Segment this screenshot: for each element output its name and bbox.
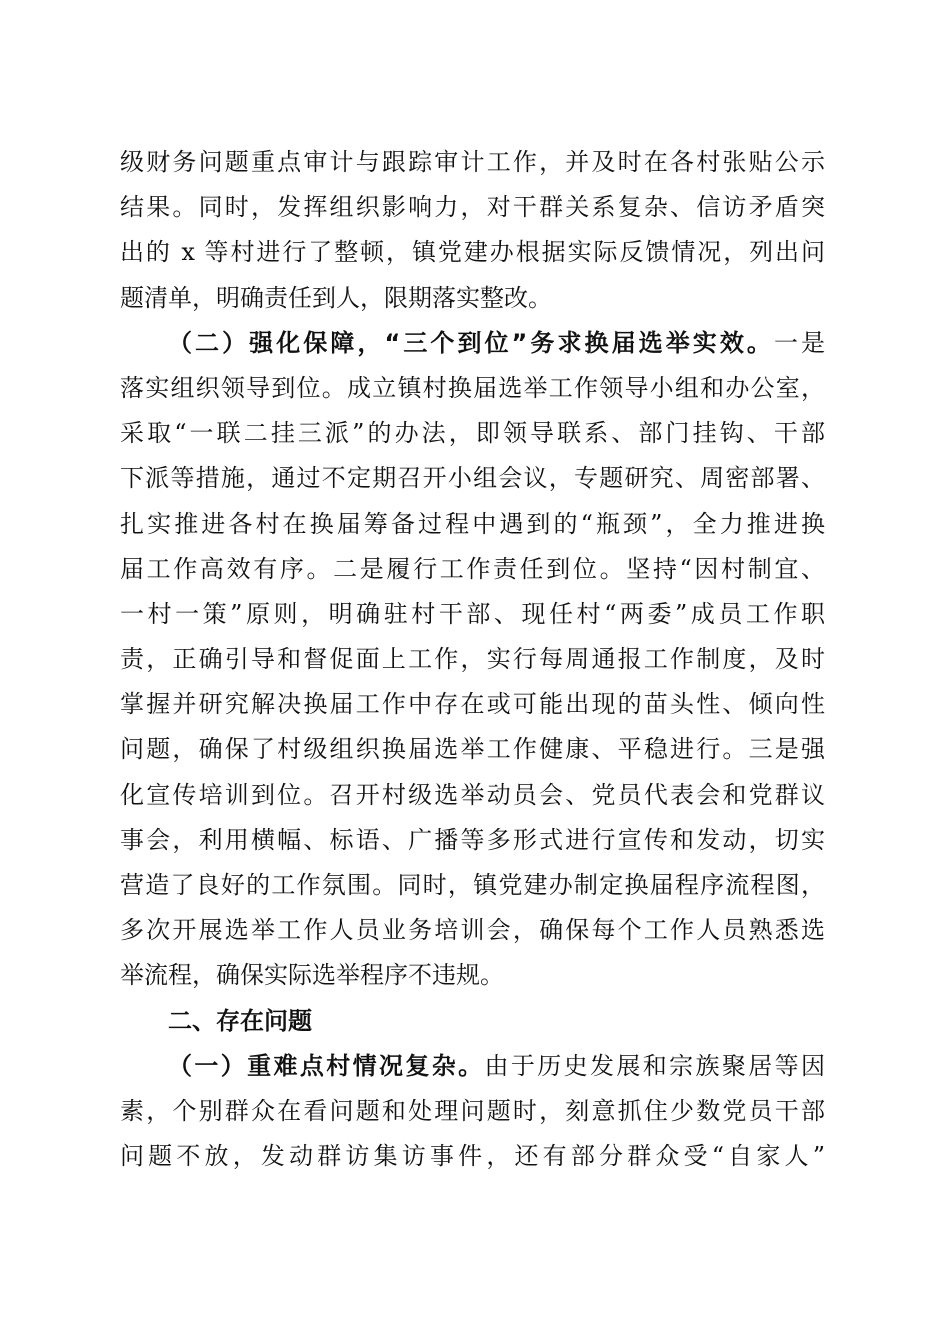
text-line: 级财务问题重点审计与跟踪审计工作，并及时在各村张贴公示 [120, 148, 825, 176]
lead-tail-text: 一是 [773, 328, 825, 357]
text-line: 素，个别群众在看问题和处理问题时，刻意抓住少数党员干部 [120, 1096, 825, 1125]
text-line: 事会，利用横幅、标语、广播等多形式进行宣传和发动，切实 [120, 825, 825, 854]
text-line: 化宣传培训到位。召开村级选举动员会、党员代表会和党群议 [120, 780, 825, 809]
text-line: 问题，确保了村级组织换届选举工作健康、平稳进行。三是强 [120, 735, 825, 764]
subheading-strengthen-guarantee: （二）强化保障，“三个到位”务求换届选举实效。 [168, 328, 774, 357]
text-line: 扎实推进各村在换届筹备过程中遇到的“瓶颈”，全力推进换 [120, 509, 825, 538]
text-line: 题清单，明确责任到人，限期落实整改。 [120, 283, 552, 312]
text-line: 采取“一联二挂三派”的办法，即领导联系、部门挂钩、干部 [120, 419, 825, 448]
paragraph-lead-line [120, 1044, 825, 1089]
subheading-complex-villages: （一）重难点村情况复杂。 [168, 1051, 485, 1080]
text-line: 责，正确引导和督促面上工作，实行每周通报工作制度，及时 [120, 645, 825, 674]
text-line: 结果。同时，发挥组织影响力，对干群关系复杂、信访矛盾突 [120, 193, 825, 222]
text-line: 下派等措施，通过不定期召开小组会议，专题研究、周密部署、 [120, 464, 825, 493]
text-line: 出的 x 等村进行了整顿，镇党建办根据实际反馈情况，列出问 [120, 238, 825, 267]
text-line: 一村一策”原则，明确驻村干部、现任村“两委”成员工作职 [120, 599, 825, 628]
text-line: 届工作高效有序。二是履行工作责任到位。坚持“因村制宜、 [120, 554, 825, 583]
lead-tail-text: 由于历史发展和宗族聚居等因 [484, 1051, 825, 1080]
document-page [120, 140, 825, 1179]
section-heading-existing-problems: 二、存在问题 [168, 1006, 312, 1035]
paragraph-financial-audit [120, 140, 825, 321]
paragraph-difficult-villages [120, 1044, 825, 1180]
text-line: 落实组织领导到位。成立镇村换届选举工作领导小组和办公室， [120, 373, 825, 402]
text-line: 举流程，确保实际选举程序不违规。 [120, 961, 504, 990]
text-line: 掌握并研究解决换届工作中存在或可能出现的苗头性、倾向性 [120, 690, 825, 719]
text-line: 多次开展选举工作人员业务培训会，确保每个工作人员熟悉选 [120, 916, 825, 945]
text-line: 营造了良好的工作氛围。同时，镇党建办制定换届程序流程图， [120, 871, 825, 899]
text-line: 问题不放，发动群访集访事件，还有部分群众受“自家人” [120, 1142, 825, 1171]
paragraph-lead-line [120, 321, 825, 366]
paragraph-election-safeguards [120, 321, 825, 999]
